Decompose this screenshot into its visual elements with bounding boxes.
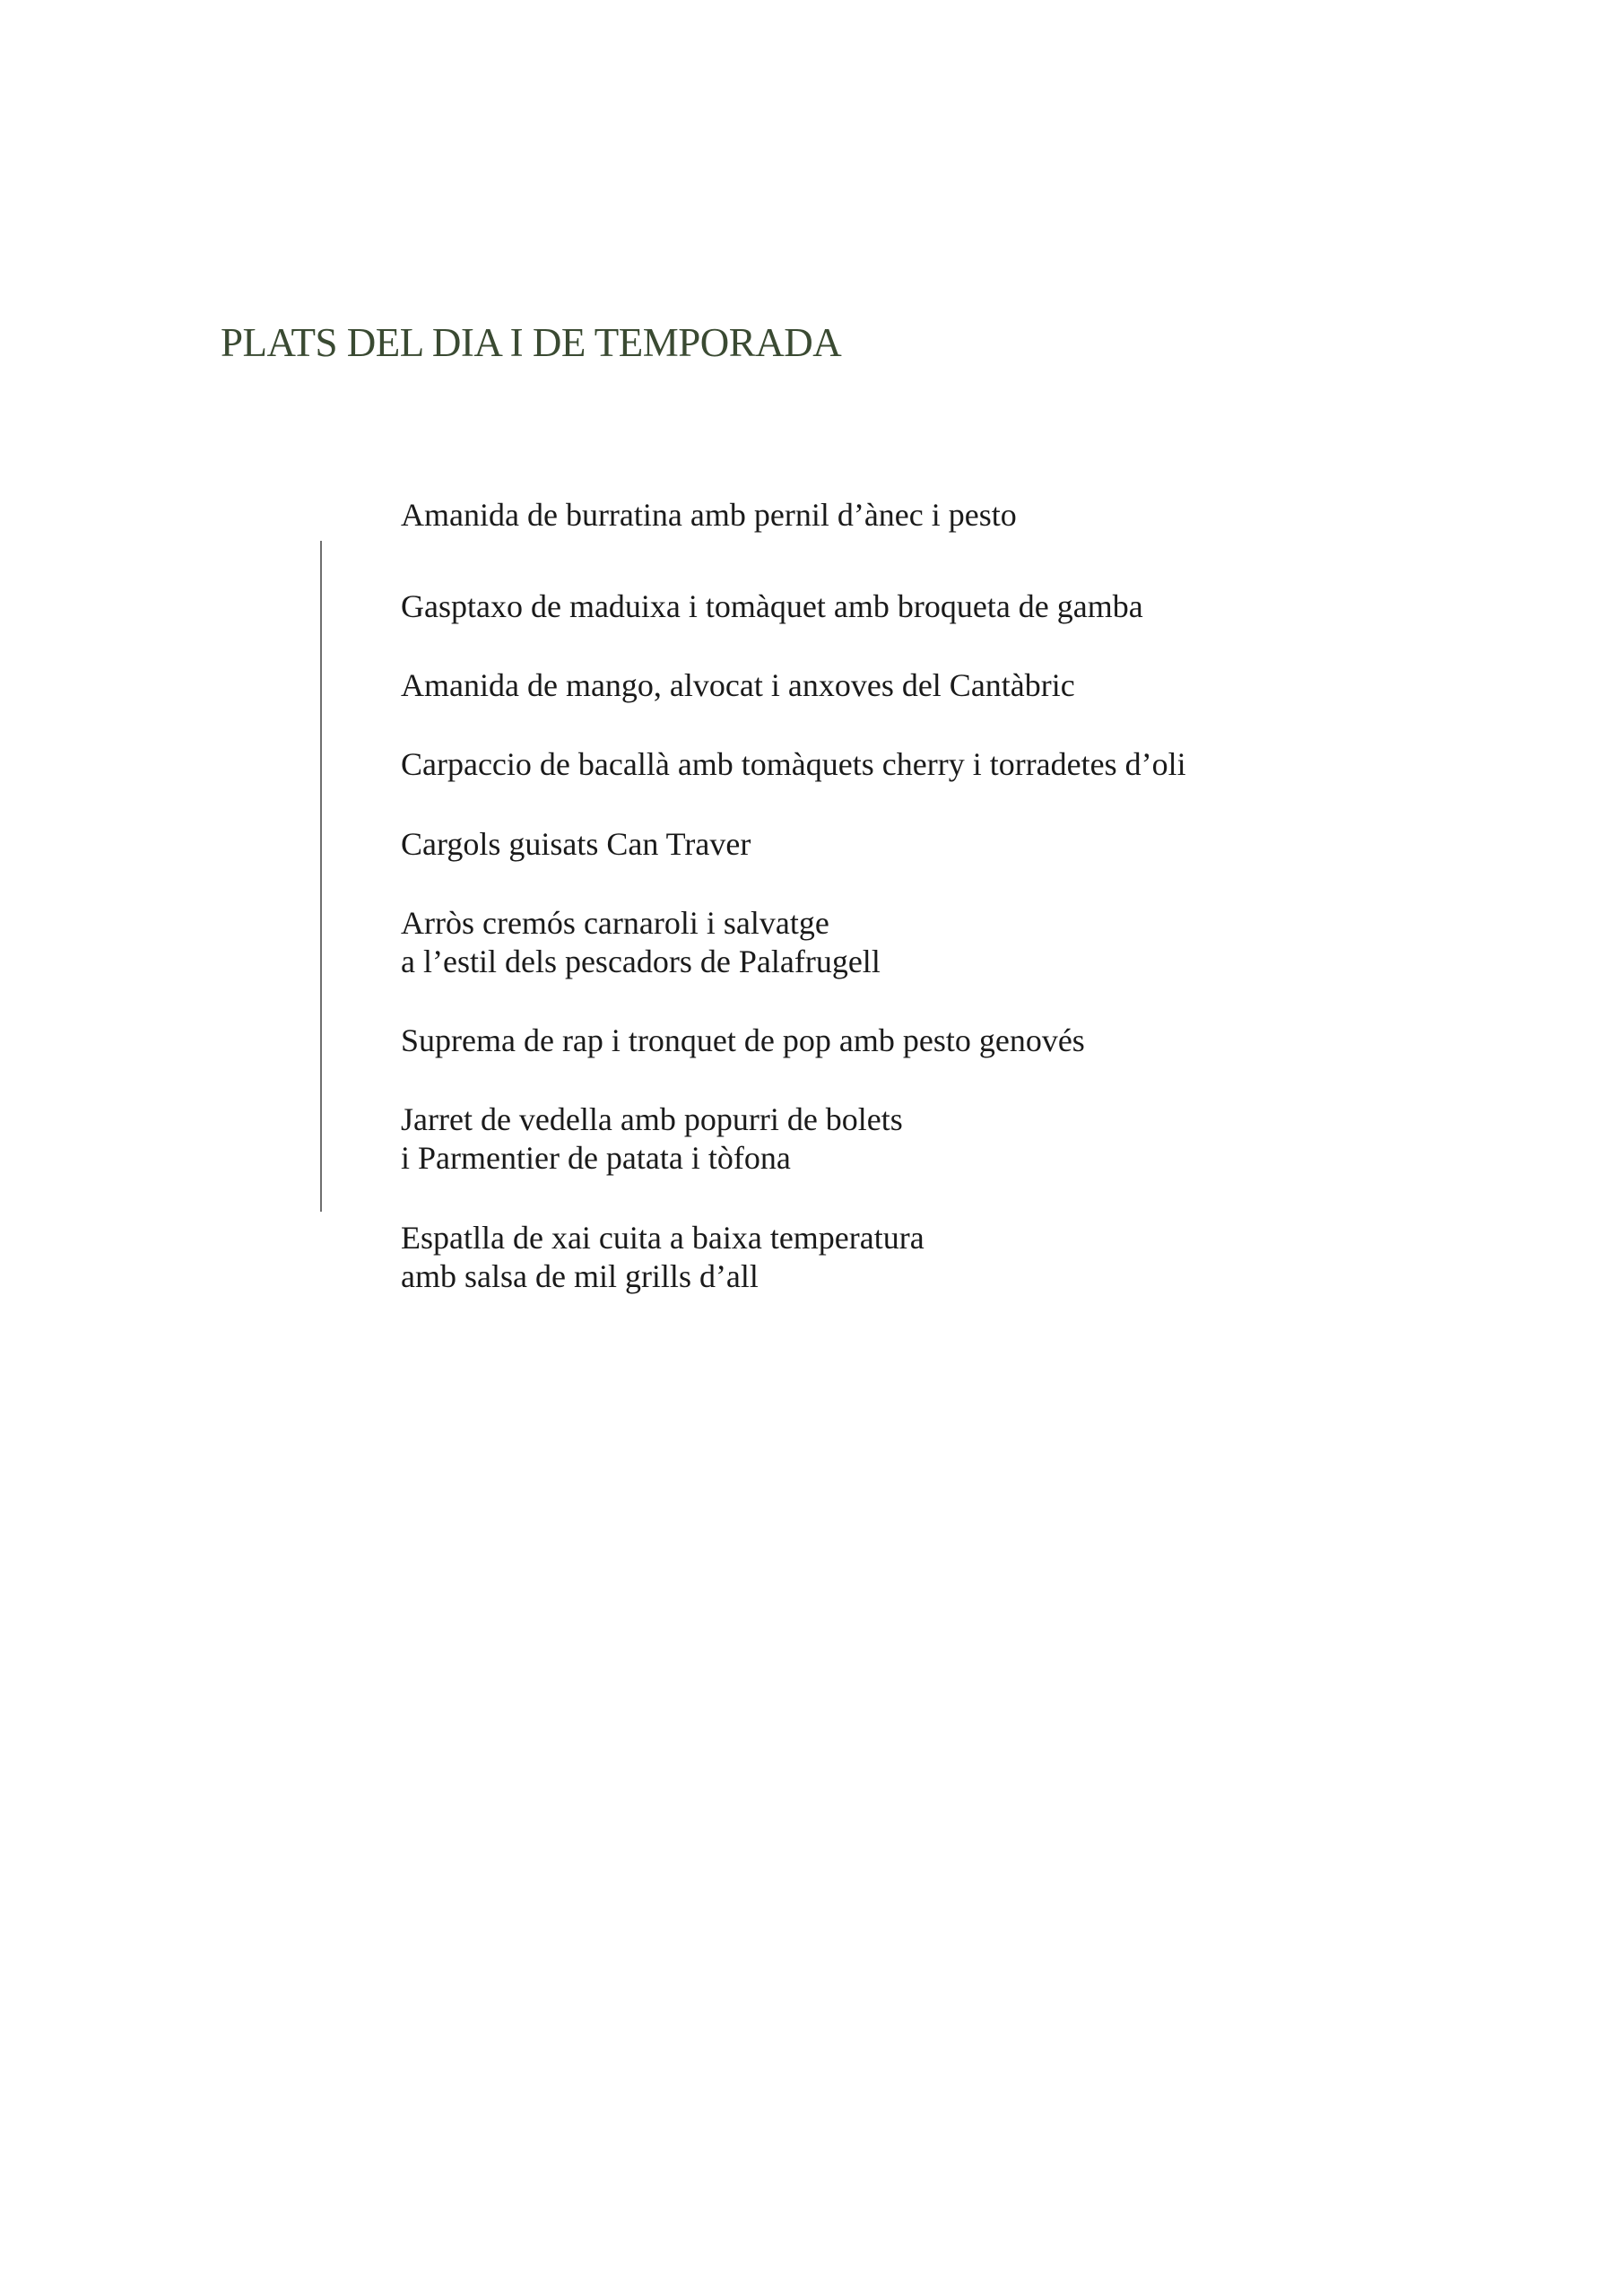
menu-item-line: amb salsa de mil grills d’all: [401, 1258, 759, 1294]
menu-item-line: Jarret de vedella amb popurri de bolets: [401, 1101, 903, 1137]
menu-item: [401, 825, 751, 864]
menu-item-line: Gasptaxo de maduixa i tomàquet amb broqueta de gamba: [401, 588, 1143, 624]
menu-item: [401, 1022, 1085, 1060]
menu-item-line: Suprema de rap i tronquet de pop amb pesto genovés: [401, 1022, 1085, 1058]
page-title: PLATS DEL DIA I DE TEMPORADA: [221, 320, 842, 365]
menu-item: [401, 904, 881, 981]
menu-item: [401, 587, 1143, 626]
menu-item: [401, 1100, 903, 1178]
menu-item-line: Carpaccio de bacallà amb tomàquets cherry i torradetes d’oli: [401, 746, 1186, 782]
menu-item: [401, 1219, 924, 1296]
menu-item-line: Cargols guisats Can Traver: [401, 826, 751, 862]
menu-item: [401, 496, 1017, 535]
menu-item-line: Arròs cremós carnaroli i salvatge: [401, 905, 829, 941]
menu-item-line: Amanida de burratina amb pernil d’ànec i pesto: [401, 497, 1017, 533]
menu-item: [401, 666, 1075, 705]
vertical-divider: [320, 541, 322, 1212]
menu-item-line: i Parmentier de patata i tòfona: [401, 1140, 791, 1176]
menu-item: [401, 745, 1186, 784]
menu-item-line: Amanida de mango, alvocat i anxoves del Cantàbric: [401, 667, 1075, 703]
menu-item-line: Espatlla de xai cuita a baixa temperatura: [401, 1220, 924, 1256]
menu-item-line: a l’estil dels pescadors de Palafrugell: [401, 944, 881, 979]
